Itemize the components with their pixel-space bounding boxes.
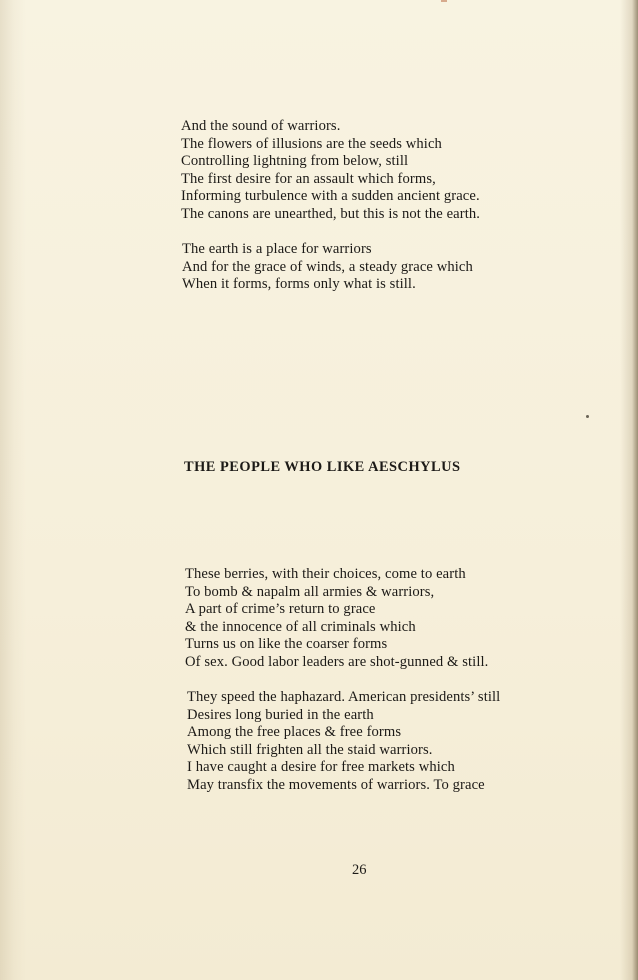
poem-line: May transfix the movements of warriors. To grace <box>187 776 485 793</box>
poem-line: They speed the haphazard. American presidents’ still <box>187 689 501 705</box>
ink-mark <box>441 0 447 2</box>
poem-line: The earth is a place for warriors <box>182 241 372 257</box>
poem-line: And the sound of warriors. <box>181 118 341 134</box>
paper-speck <box>586 415 589 418</box>
poem-stanza-4 <box>187 689 500 795</box>
poem-line: Turns us on like the coarser forms <box>185 636 388 653</box>
poem-stanza-3 <box>185 566 488 672</box>
poem-line: & the innocence of all criminals which <box>185 618 416 635</box>
poem-line: A part of crime’s return to grace <box>185 601 376 618</box>
poem-line: When it forms, forms only what is still. <box>182 276 416 293</box>
poem-line: I have caught a desire for free markets which <box>187 759 455 776</box>
poem-line: The flowers of illusions are the seeds which <box>181 135 442 152</box>
poem-title: THE PEOPLE WHO LIKE AESCHYLUS <box>184 459 461 475</box>
poem-line: Desires long buried in the earth <box>187 706 374 723</box>
poem-line: The canons are unearthed, but this is not the earth. <box>181 205 481 222</box>
poem-line: Among the free places & free forms <box>187 724 402 741</box>
poem-line: Which still frighten all the staid warriors. <box>187 741 433 758</box>
poem-line: Informing turbulence with a sudden ancient grace. <box>181 188 480 205</box>
poem-line: Of sex. Good labor leaders are shot-gunned & still. <box>185 653 489 670</box>
poem-line: And for the grace of winds, a steady grace which <box>182 258 473 275</box>
page-number: 26 <box>352 862 367 878</box>
poem-line: These berries, with their choices, come to earth <box>185 566 466 582</box>
poem-line: Controlling lightning from below, still <box>181 153 409 170</box>
poem-line: To bomb & napalm all armies & warriors, <box>185 583 435 600</box>
poem-stanza-1 <box>181 118 480 224</box>
poem-stanza-2 <box>182 241 473 294</box>
poem-line: The first desire for an assault which forms, <box>181 170 436 187</box>
